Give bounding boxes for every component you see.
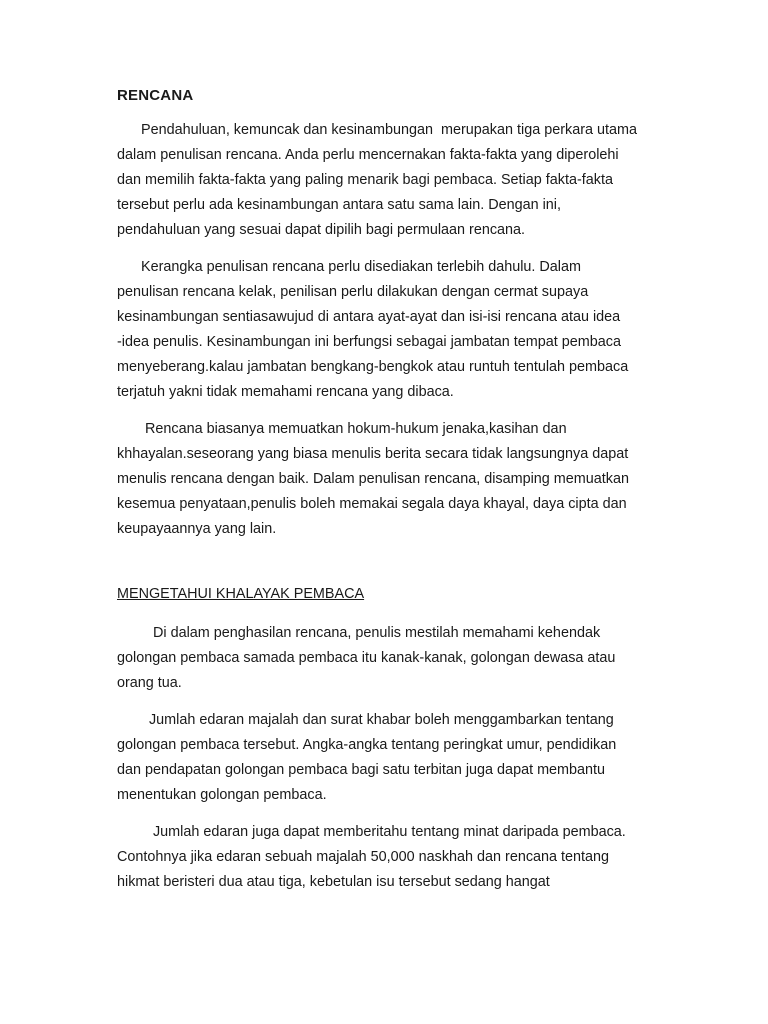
paragraph-line: menentukan golongan pembaca. <box>117 787 327 803</box>
paragraph-line: keupayaannya yang lain. <box>117 521 277 537</box>
paragraph-line: menyeberang.kalau jambatan bengkang-bengkok atau runtuh tentulah pembaca <box>117 359 629 375</box>
paragraph-line: kesinambungan sentiasawujud di antara ayat-ayat dan isi-isi rencana atau idea <box>117 309 621 325</box>
paragraph-line: kesemua penyataan,penulis boleh memakai segala daya khayal, daya cipta dan <box>117 496 627 512</box>
paragraph-line: tersebut perlu ada kesinambungan antara satu sama lain. Dengan ini, <box>117 197 561 213</box>
document-title: RENCANA <box>117 87 194 104</box>
paragraph-line: Di dalam penghasilan rencana, penulis mestilah memahami kehendak <box>117 625 601 641</box>
paragraph-line: Pendahuluan, kemuncak dan kesinambungan merupakan tiga perkara utama <box>117 122 637 138</box>
paragraph-4 <box>117 621 677 696</box>
paragraph-line: Kerangka penulisan rencana perlu disediakan terlebih dahulu. Dalam <box>117 259 581 275</box>
paragraph-line: khhayalan.seseorang yang biasa menulis berita secara tidak langsungnya dapat <box>117 446 629 462</box>
paragraph-line: dalam penulisan rencana. Anda perlu mencernakan fakta-fakta yang diperolehi <box>117 147 619 163</box>
paragraph-line: menulis rencana dengan baik. Dalam penulisan rencana, disamping memuatkan <box>117 471 629 487</box>
paragraph-line: dan pendapatan golongan pembaca bagi satu terbitan juga dapat membantu <box>117 762 606 778</box>
paragraph-line: terjatuh yakni tidak memahami rencana yang dibaca. <box>117 384 454 400</box>
section-heading: MENGETAHUI KHALAYAK PEMBACA <box>117 586 365 602</box>
paragraph-3 <box>117 417 677 542</box>
paragraph-line: dan memilih fakta-fakta yang paling menarik bagi pembaca. Setiap fakta-fakta <box>117 172 613 188</box>
paragraph-2 <box>117 255 677 405</box>
paragraph-6 <box>117 820 677 895</box>
paragraph-line: golongan pembaca samada pembaca itu kanak-kanak, golongan dewasa atau <box>117 650 616 666</box>
paragraph-1 <box>117 118 677 243</box>
paragraph-line: Jumlah edaran majalah dan surat khabar boleh menggambarkan tentang <box>117 712 614 728</box>
paragraph-line: Jumlah edaran juga dapat memberitahu tentang minat daripada pembaca. <box>117 824 626 840</box>
document-body <box>117 86 677 895</box>
paragraph-line: penulisan rencana kelak, penilisan perlu dilakukan dengan cermat supaya <box>117 284 589 300</box>
paragraph-line: Contohnya jika edaran sebuah majalah 50,000 naskhah dan rencana tentang <box>117 849 610 865</box>
paragraph-line: orang tua. <box>117 675 182 691</box>
paragraph-line: golongan pembaca tersebut. Angka-angka tentang peringkat umur, pendidikan <box>117 737 617 753</box>
paragraph-line: hikmat beristeri dua atau tiga, kebetulan isu tersebut sedang hangat <box>117 874 550 890</box>
paragraph-line: Rencana biasanya memuatkan hokum-hukum jenaka,kasihan dan <box>117 421 567 437</box>
paragraph-line: pendahuluan yang sesuai dapat dipilih bagi permulaan rencana. <box>117 222 526 238</box>
paragraph-5 <box>117 708 677 808</box>
paragraph-line: -idea penulis. Kesinambungan ini berfungsi sebagai jambatan tempat pembaca <box>117 334 621 350</box>
